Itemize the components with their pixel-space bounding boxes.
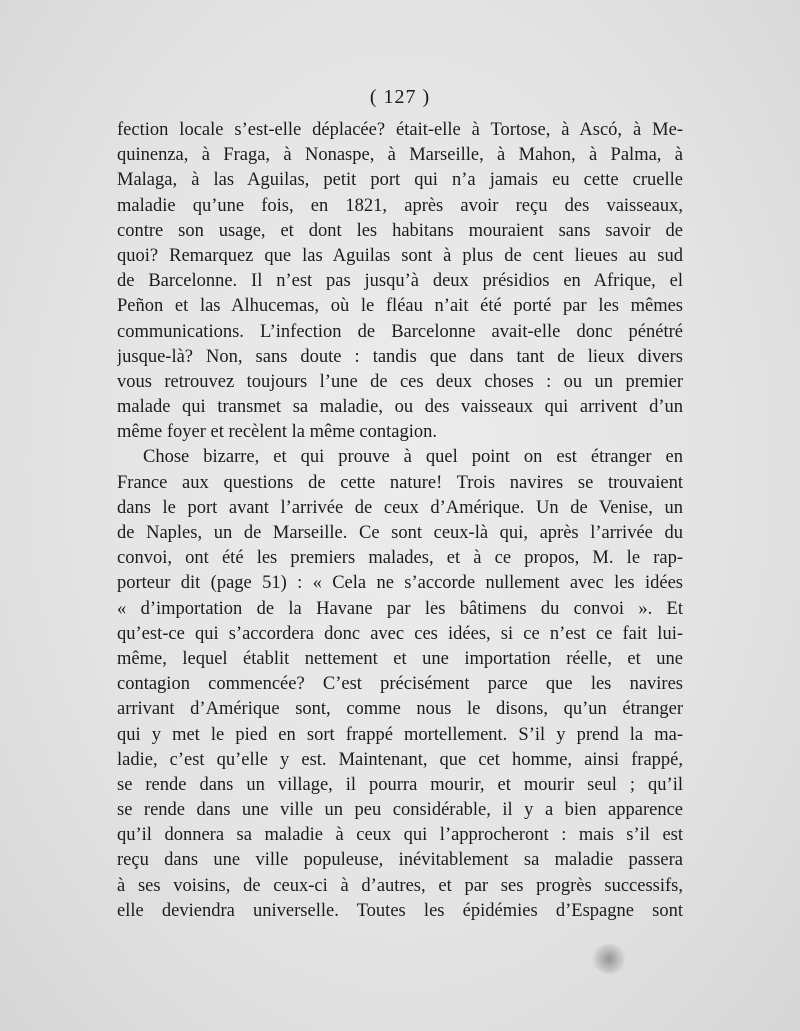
text-line: communications. L’infection de Barcelonne avait-elle donc pénétré: [117, 321, 683, 342]
text-line: dans le port avant l’arrivée de ceux d’Amérique. Un de Venise, un: [117, 497, 683, 518]
text-line: convoi, ont été les premiers malades, et à ce propos, M. le rap-: [117, 548, 683, 569]
text-line: fection locale s’est-elle déplacée? était-elle à Tortose, à Ascó, à Me-: [117, 120, 683, 140]
text-line: de Naples, un de Marseille. Ce sont ceux-là qui, après l’arrivée du: [117, 523, 683, 543]
text-line: France aux questions de cette nature! Trois navires se trouvaient: [117, 472, 683, 493]
text-line: arrivant d’Amérique sont, comme nous le disons, qu’un étranger: [117, 699, 683, 720]
text-line: même, lequel établit nettement et une importation réelle, et une: [117, 648, 683, 669]
text-line: ladie, c’est qu’elle y est. Maintenant, que cet homme, ainsi frappé,: [117, 749, 683, 770]
text-line: « d’importation de la Havane par les bâtimens du convoi ». Et: [117, 598, 683, 619]
text-line: contre son usage, et dont les habitans mouraient sans savoir de: [117, 220, 683, 241]
body-text: [117, 118, 683, 924]
text-line: reçu dans une ville populeuse, inévitablement sa maladie passera: [117, 850, 683, 871]
text-line: se rende dans une ville un peu considérable, il y a bien apparence: [117, 800, 683, 821]
ink-smudge: [592, 944, 626, 974]
page-number: ( 127 ): [369, 86, 431, 108]
text-line: à ses voisins, de ceux-ci à d’autres, et par ses progrès successifs,: [117, 875, 683, 896]
text-line: qu’est-ce qui s’accordera donc avec ces idées, si ce n’est ce fait lui-: [117, 623, 683, 644]
text-line: Malaga, à las Aguilas, petit port qui n’a jamais eu cette cruelle: [117, 170, 683, 191]
text-line: qui y met le pied en sort frappé mortellement. S’il y prend la ma-: [117, 724, 683, 745]
text-line: vous retrouvez toujours l’une de ces deux choses : ou un premier: [117, 371, 683, 392]
text-line: se rende dans un village, il pourra mourir, et mourir seul ; qu’il: [117, 774, 683, 795]
text-line: quoi? Remarquez que las Aguilas sont à plus de cent lieues au sud: [117, 245, 683, 266]
paragraph-start-line: Chose bizarre, et qui prouve à quel point on est étranger en: [143, 447, 683, 468]
text-line: jusque-là? Non, sans doute : tandis que dans tant de lieux divers: [117, 346, 683, 367]
text-line: elle deviendra universelle. Toutes les épidémies d’Espagne sont: [117, 900, 683, 921]
text-line: qu’il donnera sa maladie à ceux qui l’approcheront : mais s’il est: [117, 825, 683, 846]
paragraph-end-line: même foyer et recèlent la même contagion.: [117, 422, 438, 443]
text-line: maladie qu’une fois, en 1821, après avoir reçu des vaisseaux,: [117, 195, 683, 216]
text-line: de Barcelonne. Il n’est pas jusqu’à deux présidios en Afrique, el: [117, 271, 683, 292]
text-line: contagion commencée? C’est précisément parce que les navires: [117, 674, 683, 695]
text-line: Peñon et las Alhucemas, où le fléau n’ait été porté par les mêmes: [117, 296, 683, 317]
text-line: porteur dit (page 51) : « Cela ne s’accorde nullement avec les idées: [117, 573, 683, 594]
text-line: quinenza, à Fraga, à Nonaspe, à Marseille, à Mahon, à Palma, à: [117, 145, 683, 166]
text-line: malade qui transmet sa maladie, ou des vaisseaux qui arrivent d’un: [117, 397, 683, 418]
